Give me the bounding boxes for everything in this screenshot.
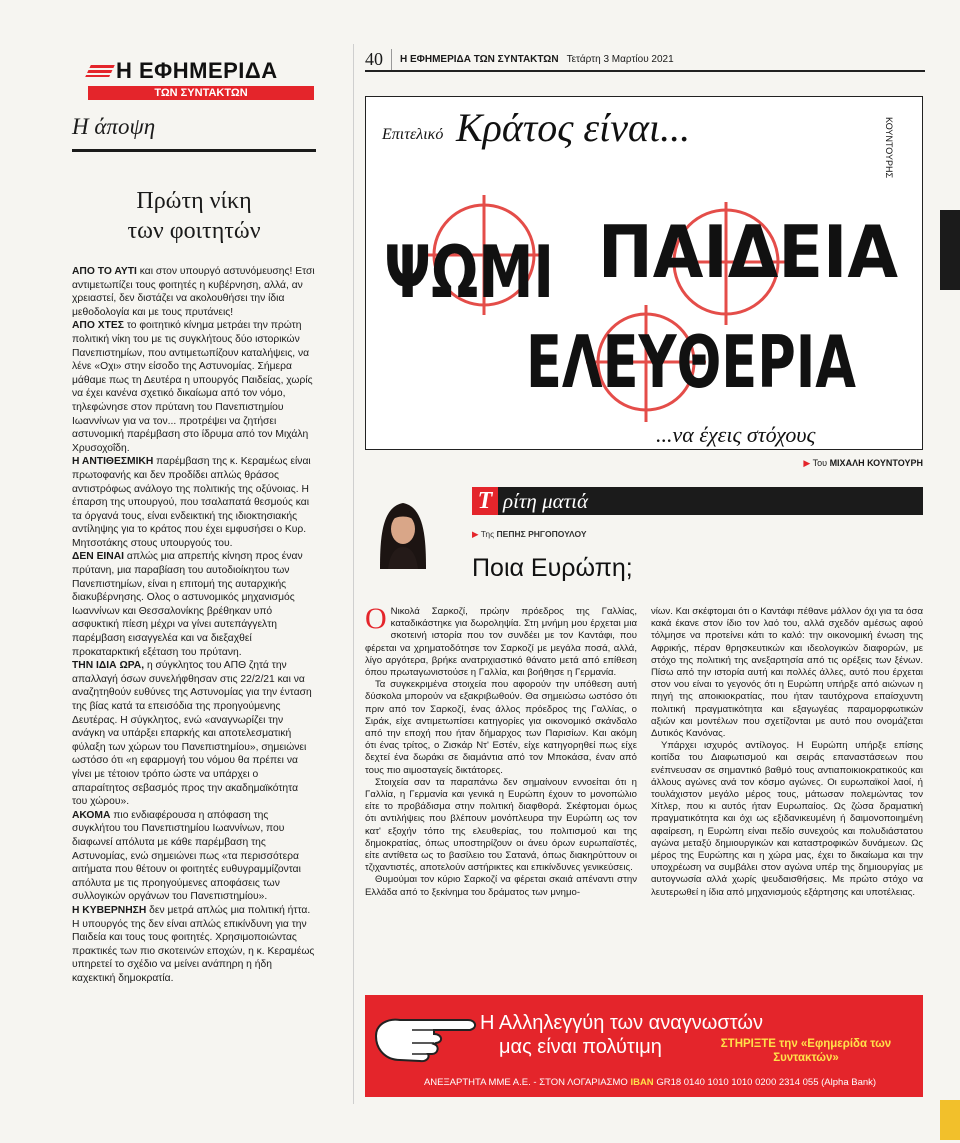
credit-prefix: Του [812, 458, 828, 468]
edge-tab-yellow [940, 1100, 960, 1140]
iban-label: IBAN [630, 1077, 654, 1088]
editorial-paragraph [72, 659, 316, 809]
iban-bank: (Alpha Bank) [821, 1077, 877, 1088]
arrow-right-icon: ▶ [803, 458, 811, 468]
byline [472, 529, 587, 540]
paragraph-text: πιο ενδιαφέρουσα η απόφαση της συγκλήτου του Πανεπιστημίου Ιωαννίνων, που διαφωνεί απόλυτα με κάθε παρέμβαση της Αστυνομίας, ενώ σημειώνει πως «τα περισσότερα αιτήματα που θέτουν οι φοιτητές ευθυγραμμίζονται απόλυτα με τις προηγούμενες αποφάσεις των συλλογικών οργάνων του Πανεπιστημίου». [72, 809, 301, 903]
article-column-1 [365, 602, 637, 899]
editorial-paragraph [72, 904, 316, 986]
author-photo [372, 497, 434, 569]
brand-logo [88, 58, 314, 100]
cartoonist-signature: ΚΟΥΝΤΟΥΡΗΣ [884, 117, 894, 179]
section-label: Η άποψη [72, 114, 156, 139]
cartoon-word-bread: ΨΩΜΙ [384, 230, 554, 314]
article-paragraph: νίων. Και σκέφτομαι ότι ο Καντάφι πέθανε μάλλον όχι για τα όσα κακά έκανε στον ίδιο τον λαό του, αλλά σχεδόν αμέσως αφού τόλμησε να προτείνει κάτι το καλό: την οικονομική ένωση της Αφρικής, πέραν θρησκευτικών και ιδεολογικών διαφορών, με στόχο της πολιτική της ανεξαρτησία από τις ορέξεις των ξένων. Πίσω από την ιστορία αυτή και πολλές άλλες, αυτό που έρχεται στον νου είναι το γεγονός ότι η Ευρώπη υπήρξε από αιώνων η πηγή της αποικιοκρατίας, που ήταν ταυτόχρονα επαίσχυντη πολιτική πραγματικότητα και εξαγωγέας παραμορφωτικών αξιών και μοντέλων που σχετίζονται με αυτό που ονομάζεται Δυτικός Κανόνας. [651, 606, 923, 740]
editorial-paragraph [72, 809, 316, 904]
paragraph-text: η σύγκλητος του ΑΠΘ ζητά την απαλλαγή όσων συνελήφθησαν στις 22/2/21 και να αναζητηθούν ευθύνες της Αστυνομίας για την ένταση της βίας κατά τα επεισόδια της προηγούμενης Δευτέρας. Η σύγκλητος, ενώ «αναγνωρίζει την ανάγκη να υπάρξει επαρκής και αποτελεσματική φύλαξη των χώρων του Πανεπιστημίου», σημειώνει ωστόσο ότι «η εφαρμογή του νόμου θα πρέπει να γίνει με τέτοιον τρόπο ώστε να υπάρχει ο απαραίτητος σεβασμός προς την ακαδημαϊκότητα του χώρου». [72, 660, 312, 808]
pointing-hand-icon [372, 1006, 482, 1064]
editorial-paragraph [72, 319, 316, 455]
page-number: 40 [365, 49, 392, 70]
arrow-right-icon: ▶ [472, 529, 479, 539]
ad-headline-line1: Η Αλληλεγγύη των αναγνωστών [480, 1012, 763, 1034]
ad-headline-line2: μας είναι πολύτιμη [499, 1036, 662, 1058]
paragraph-lead: ΔΕΝ ΕΙΝΑΙ [72, 551, 125, 563]
iban-prefix: ΑΝΕΞΑΡΤΗΤΑ ΜΜΕ Α.Ε. - ΣΤΟΝ ΛΟΓΑΡΙΑΣΜΟ [423, 1077, 628, 1088]
editorial-paragraph [72, 550, 316, 659]
brand-stripes-icon [85, 65, 115, 77]
editorial-title [72, 186, 316, 246]
column-label: ρίτη ματιά [503, 489, 589, 513]
header-paper-name: Η ΕΦΗΜΕΡΙΔΑ ΤΩΝ ΣΥΝΤΑΚΤΩΝ [400, 53, 559, 65]
edge-tab [940, 210, 960, 290]
section-divider [72, 149, 316, 152]
article-paragraph: Στοιχεία σαν τα παραπάνω δεν σημαίνουν εννοείται ότι η Γαλλία, η Γερμανία και γενικά η Ευρώπη έχουν το μονοπώλιο είτε το προβάδισμα στην πολιτική διαφθορά. Σκέφτομαι όμως ότι αντιλήψεις που βλέπουν μονόπλευρα την Ευρώπη ως τον κατ' εξοχήν τόπο της ελευθερίας, του πολιτισμού και της δημοκρατίας, όπως υποστηρίζουν οι άνευ όρων ευρωπαϊστές, είτε αντίθετα ως το βασίλειο του Σατανά, όπως διακηρύττουν οι τζιχαντιστές, αποτελούν αστήρικτες και επικίνδυνες γενικεύσεις. [365, 776, 637, 874]
byline-prefix: Της [480, 529, 495, 539]
paragraph-text: απλώς μια απρεπής κίνηση προς έναν πρύτανη, μια παραβίαση του αυτοδιοίκητου των Πανεπιστημίων, είναι η επιτομή της αυταρχικής διακυβέρνησης. Ολος ο αστυνομικός μηχανισμός Ιωαννίνων και Θεσσαλονίκης βρέθηκαν υπό ασφυκτική πίεση μέχρι να γίνει αυτεπάγγελτη παρέμβαση εισαγγελέα και να διεξαχθεί προκαταρκτική εξέταση του πρύτανη. [72, 551, 303, 658]
paragraph-text: παρέμβαση της κ. Κεραμέως είναι πρωτοφανής και δεν προδίδει απλώς θράσος αντιστρόφως ανάλογο της πολιτικής της οξύνοιας. Η έπαρση της υπουργού, που τσαλαπατά θεσμούς και τα όργανά τους, είναι ενδεικτική της ιδιοκτησιακής αντίληψης για το κράτος που έχει εμφυσήσει ο Κυρ. Μητσοτάκης στους υπουργούς του. [72, 456, 311, 549]
article-title: Ποια Ευρώπη; [472, 554, 633, 582]
cartoon-word-freedom: ΕΛΕΥΘΕΡΙΑ [526, 320, 857, 404]
cartoon-word-education: ΠΑΙΔΕΙΑ [598, 210, 899, 294]
dropcap: Ο [365, 602, 387, 635]
article-column-2 [651, 606, 923, 899]
paragraph-text: το φοιτητικό κίνημα μετράει την πρώτη πολιτική νίκη του με τις συγκλήτους δύο ιστορικών Πανεπιστημίων, που αντιμετωπίζουν καταλήψεις, να λένε «Οχι» στην είσοδο της Αστυνομίας. Σήμερα μάθαμε πως τη Δευτέρα η υπουργός Παιδείας, χωρίς να έχει κανένα σχετικό δικαίωμα από τον νόμο, τηλεφώνησε στον πρύτανη του Πανεπιστημίου Ιωαννίνων για να τον... προτρέψει να ζητήσει αστυνομική παρέμβαση στο ίδρυμα από τον Μιχάλη Χρυσοχοΐδη. [72, 320, 313, 454]
paragraph-lead: Η ΚΥΒΕΡΝΗΣΗ [72, 904, 147, 916]
paragraph-lead: ΑΠΟ ΧΤΕΣ [72, 320, 124, 332]
column-label-initial: Τ [472, 487, 498, 515]
paragraph-lead: Η ΑΝΤΙΘΕΣΜΙΚΗ [72, 456, 154, 468]
brand-subtitle: ΤΩΝ ΣΥΝΤΑΚΤΩΝ [88, 86, 314, 100]
paragraph-lead: ΑΠΟ ΤΟ ΑΥΤΙ [72, 266, 137, 277]
editorial-paragraph [72, 455, 316, 550]
paragraph-text: Νικολά Σαρκοζί, πρώην πρόεδρος της Γαλλίας, καταδικάστηκε για δωροληψία. Στη μνήμη μου έρχεται μια σκοτεινή ιστορία που τον συνδέει με τον Καντάφι, που φέρεται να χρηματοδότησε τον Σαρκοζί με μεγάλα ποσά, αλλά, λίγο αργότερα, βρήκε ανατριχιαστικό θάνατο μετά από επίθεση όπου πρωταγωνιστούσε η Γαλλία, και βοήθησε η Γερμανία. [365, 606, 637, 679]
author-portrait-icon [372, 497, 434, 569]
editorial-title-line2: των φοιτητών [127, 218, 261, 244]
byline-name: ΠΕΠΗΣ ΡΗΓΟΠΟΥΛΟΥ [496, 529, 587, 539]
article-paragraph: Τα συγκεκριμένα στοιχεία που αφορούν την υπόθεση αυτή δύσκολα μπορούν να εξακριβωθούν. Θα σημειώσω ωστόσο ότι πριν από τον Σαρκοζί, ένας άλλος πρόεδρος της Γαλλίας, ο Σιράκ, είχε αντιμετωπίσει κατηγορίες για οικονομικό σκάνδαλο από την εποχή που ήταν δήμαρχος των Παρισίων. Και ακόμη ότι ένας τρίτος, ο Ζισκάρ Ντ' Εστέν, είχε κατηγορηθεί πως είχε δεχτεί ένα δωράκι σε διαμάντια από τον Μποκάσα, έναν από τους πιο αιμοσταγείς δικτάτορες. [365, 679, 637, 776]
cartoon-small-text: Επιτελικό [382, 126, 444, 143]
cartoon-credit [365, 458, 923, 469]
ad-iban-line [385, 1077, 915, 1088]
editorial-title-line1: Πρώτη νίκη [136, 188, 252, 214]
cartoon [365, 96, 923, 450]
cartoon-drawing [366, 97, 922, 449]
column-divider [353, 44, 354, 1104]
editorial-paragraph [72, 265, 316, 319]
editorial-body [72, 265, 316, 985]
article-paragraph: Θυμούμαι τον κύριο Σαρκοζί να φέρεται σκαιά απέναντι στην Ελλάδα από το ξεκίνημα του δράματος των μνημο- [365, 874, 637, 898]
paragraph-text: δεν μετρά απλώς μια πολιτική ήττα. Η υπουργός της δεν είναι απλώς επικίνδυνη για την Παιδεία και τους τους φοιτητές. Χρησιμοποιώντας πρακτικές των πιο σκοτεινών εποχών, η κ. Κεραμέως υπηρετεί το σχέδιο να μείνει ανάπηρη η ήδη καχεκτική δημοκρατία. [72, 904, 315, 984]
page-header [365, 48, 925, 72]
paragraph-lead: ΑΚΟΜΑ [72, 809, 111, 821]
paragraph-lead: ΤΗΝ ΙΔΙΑ ΩΡΑ, [72, 660, 145, 672]
cartoon-headline: Κράτος είναι... [456, 105, 691, 150]
ad-support-text: ΣΤΗΡΙΞΤΕ την «Εφημερίδα των Συντακτών» [720, 1038, 892, 1064]
header-date: Τετάρτη 3 Μαρτίου 2021 [566, 53, 674, 65]
brand-name: Η ΕΦΗΜΕΡΙΔΑ [116, 58, 278, 83]
cartoon-caption: ...να έχεις στόχους [656, 422, 816, 447]
credit-name: ΜΙΧΑΛΗ ΚΟΥΝΤΟΥΡΗ [829, 458, 923, 468]
paragraph-text: και στον υπουργό αστυνόμευσης! Ετσι αντιμετωπίζει τους φοιτητές η κυβέρνηση, αλλά, αν χρειαστεί, δεν διστάζει να ακολουθήσει την ίδια μεθοδολογία και με τους πρυτάνεις! [72, 266, 315, 318]
article-paragraph [365, 602, 637, 679]
article-paragraph: Υπάρχει ισχυρός αντίλογος. Η Ευρώπη υπήρξε επίσης κοιτίδα του Διαφωτισμού και σειράς επαναστάσεων που ενέπνευσαν σε σημαντικό βαθμό τους αντιαποικιοκρατικούς και άλλους αγώνες ανά τον κόσμο αγώνες. Οι ευρωπαϊκοί λαοί, ή τουλάχιστον μεγάλο μέρος τους, μάτωσαν πολεμώντας τον Χίτλερ, που κι αυτός ήταν Ευρωπαίος. Ως ζώσα δραματική πραγματικότητα και όχι ως εξιδανικευμένη ή δαιμονοποιημένη αφαίρεση, η Ευρώπη είναι πεδίο συνεχούς και πολυδιάστατου αγώνα μεταξύ δημιουργικών και καταστροφικών δυνάμεων. Ως μέρος της Ευρώπης και η χώρα μας, έχει το δικαίωμα και την υποχρέωση να συμβάλει στον αγώνα υπέρ της δημιουργίας με αυτογνωσία αλλά χωρίς ψευδαισθήσεις. Με πρώτο στόχο να λευτερωθεί η ίδια από μηχανισμούς εξάρτησης και υποτέλειας. [651, 740, 923, 898]
iban-value: GR18 0140 1010 1010 0200 2314 055 [656, 1077, 819, 1088]
